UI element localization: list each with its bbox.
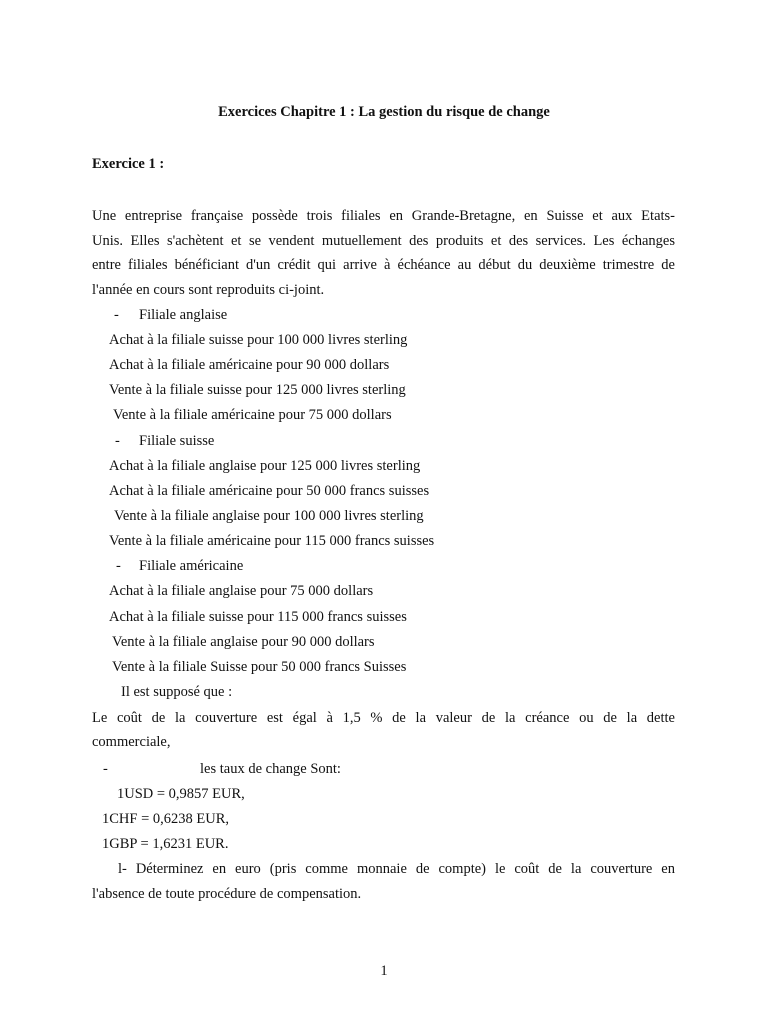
transaction-line: Achat à la filiale américaine pour 50 000 francs suisses — [109, 483, 430, 499]
intro-line: l'année en cours sont reproduits ci-joint. — [92, 282, 325, 298]
bullet-dash: - — [116, 558, 121, 574]
coverage-cost-line: Le coût de la couverture est égal à 1,5 % de la valeur de la créance ou de la dette — [92, 710, 675, 726]
transaction-line: Vente à la filiale suisse pour 125 000 livres sterling — [109, 382, 406, 398]
bullet-dash: - — [103, 761, 108, 777]
bullet-dash: - — [114, 307, 119, 323]
rates-label: les taux de change Sont: — [200, 761, 341, 777]
intro-line: Une entreprise française possède trois filiales en Grande-Bretagne, en Suisse et aux Etats- — [92, 208, 675, 224]
coverage-cost-line: commerciale, — [92, 734, 171, 750]
transaction-line: Achat à la filiale anglaise pour 75 000 dollars — [109, 583, 374, 599]
transaction-line: Vente à la filiale américaine pour 115 000 francs suisses — [109, 533, 435, 549]
transaction-line: Achat à la filiale américaine pour 90 000 dollars — [109, 357, 390, 373]
transaction-line: Vente à la filiale anglaise pour 90 000 dollars — [112, 634, 375, 650]
subsidiary-heading: Filiale anglaise — [139, 307, 228, 323]
transaction-line: Vente à la filiale Suisse pour 50 000 francs Suisses — [112, 659, 407, 675]
exchange-rate-usd: 1USD = 0,9857 EUR, — [117, 786, 245, 802]
intro-line: entre filiales bénéficiant d'un crédit qui arrive à échéance au début du deuxième trimestre de — [92, 257, 675, 273]
exercise-heading: Exercice 1 : — [92, 156, 165, 172]
subsidiary-heading: Filiale américaine — [139, 558, 244, 574]
transaction-line: Vente à la filiale américaine pour 75 000 dollars — [113, 407, 392, 423]
bullet-dash: - — [115, 433, 120, 449]
question-line: l'absence de toute procédure de compensation. — [92, 886, 362, 902]
exchange-rate-chf: 1CHF = 0,6238 EUR, — [102, 811, 230, 827]
transaction-line: Achat à la filiale suisse pour 115 000 francs suisses — [109, 609, 407, 625]
exchange-rate-gbp: 1GBP = 1,6231 EUR. — [102, 836, 229, 852]
page-title: Exercices Chapitre 1 : La gestion du risque de change — [218, 104, 550, 120]
intro-line: Unis. Elles s'achètent et se vendent mutuellement des produits et des services. Les échanges — [92, 233, 675, 249]
page-number: 1 — [380, 963, 388, 979]
transaction-line: Achat à la filiale anglaise pour 125 000 livres sterling — [109, 458, 421, 474]
transaction-line: Achat à la filiale suisse pour 100 000 livres sterling — [109, 332, 408, 348]
transaction-line: Vente à la filiale anglaise pour 100 000 livres sterling — [114, 508, 424, 524]
question-line: l- Déterminez en euro (pris comme monnaie de compte) le coût de la couverture en — [118, 861, 675, 877]
assumption-intro: Il est supposé que : — [121, 684, 233, 700]
subsidiary-heading: Filiale suisse — [139, 433, 215, 449]
